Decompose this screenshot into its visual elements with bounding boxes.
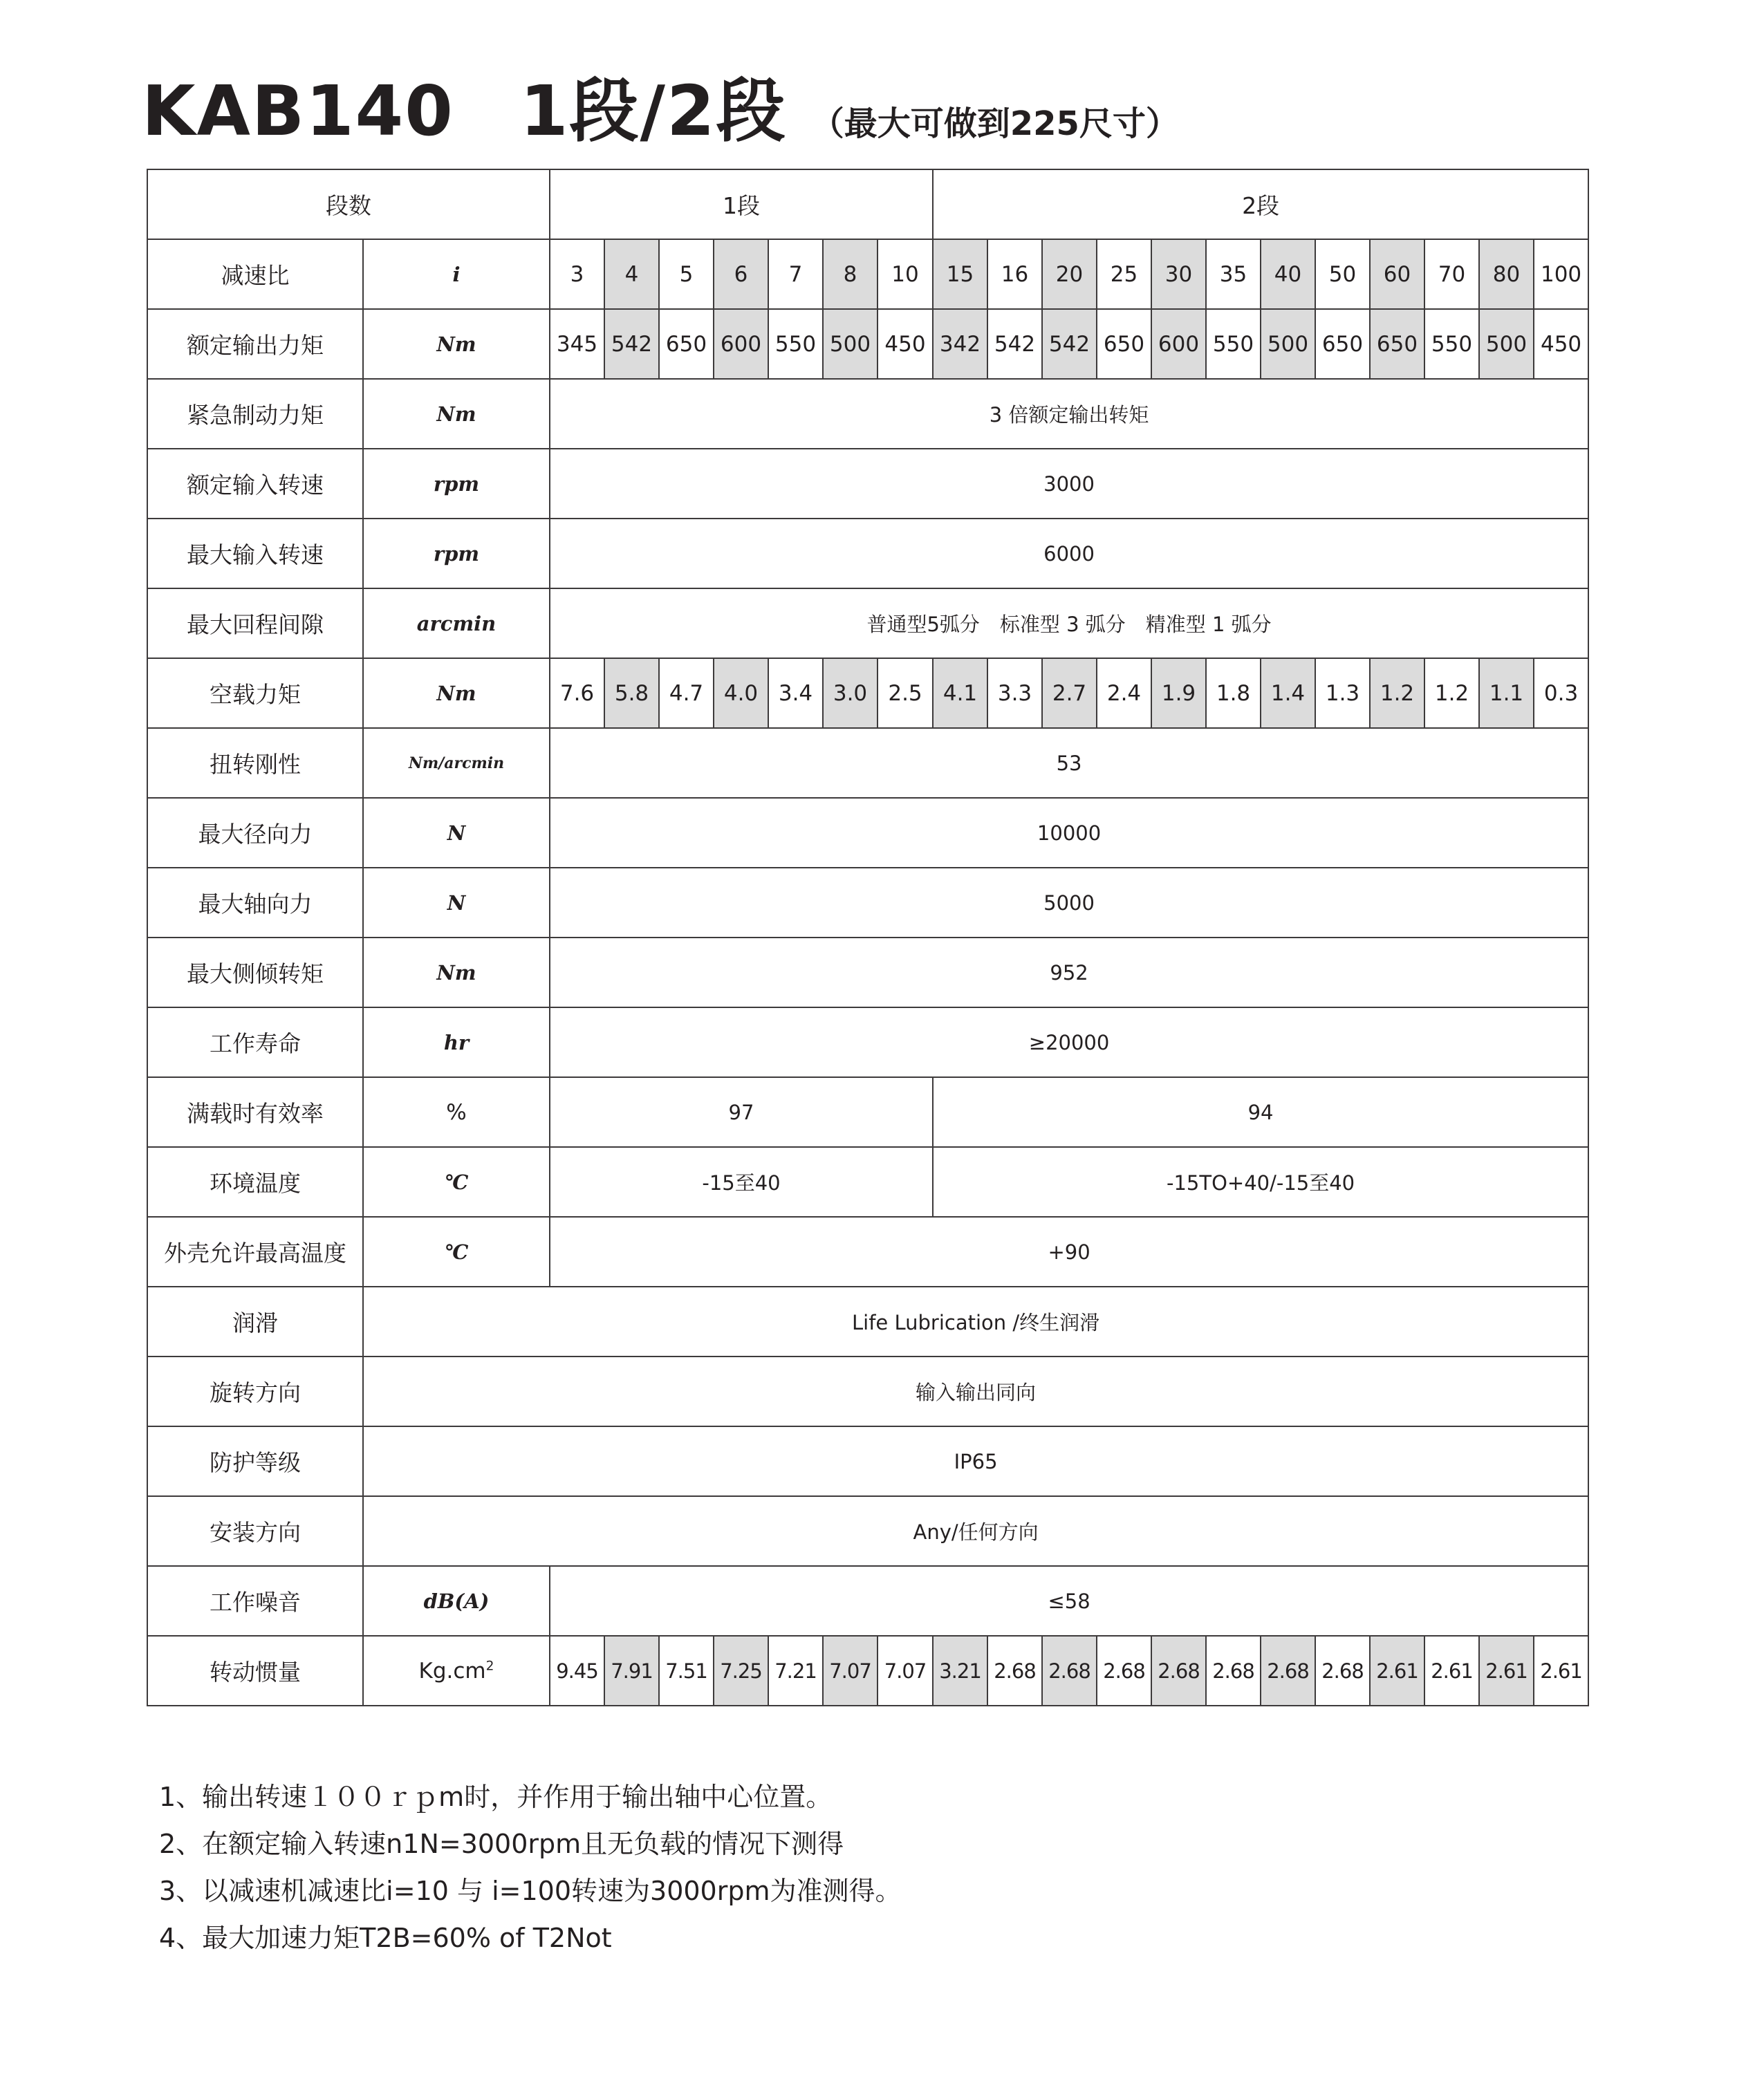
value-cell: 3	[550, 239, 604, 309]
row-unit: Nm	[363, 379, 550, 449]
value-cell: 7.91	[604, 1636, 659, 1706]
stage1-value: -15至40	[550, 1147, 933, 1217]
value-cell: 1.2	[1370, 658, 1424, 728]
row-unit: N	[363, 798, 550, 868]
stage1-header: 1段	[550, 169, 933, 239]
value-cell: 2.68	[1315, 1636, 1370, 1706]
row-value: 6000	[550, 519, 1588, 588]
value-cell: 5.8	[604, 658, 659, 728]
row-label: 扭转刚性	[147, 728, 363, 798]
table-row	[147, 1496, 1588, 1566]
row-label: 最大侧倾转矩	[147, 938, 363, 1007]
value-cell: 2.68	[1042, 1636, 1097, 1706]
row-value: 952	[550, 938, 1588, 1007]
value-cell: 1.8	[1206, 658, 1261, 728]
row-label: 最大径向力	[147, 798, 363, 868]
row-value: 5000	[550, 868, 1588, 938]
footnote-1: 1、输出转速１００ｒｐm时，并作用于输出轴中心位置。	[159, 1782, 833, 1812]
table-row	[147, 938, 1588, 1007]
row-label: 最大轴向力	[147, 868, 363, 938]
row-value: +90	[550, 1217, 1588, 1287]
value-cell: 550	[1206, 309, 1261, 379]
row-label: 满载时有效率	[147, 1077, 363, 1147]
value-cell: 40	[1261, 239, 1315, 309]
value-cell: 2.68	[1097, 1636, 1151, 1706]
row-label: 减速比	[147, 239, 363, 309]
value-cell: 2.68	[987, 1636, 1042, 1706]
row-label: 环境温度	[147, 1147, 363, 1217]
row-label: 工作寿命	[147, 1007, 363, 1077]
value-cell: 2.4	[1097, 658, 1151, 728]
spec-table	[147, 169, 1589, 1706]
value-cell: 342	[933, 309, 987, 379]
model-name: KAB140	[142, 71, 454, 151]
value-cell: 550	[1424, 309, 1479, 379]
table-row	[147, 309, 1588, 379]
unit-sup: 2	[485, 1659, 494, 1674]
row-unit: Nm	[363, 938, 550, 1007]
table-row	[147, 169, 1588, 239]
value-cell: 500	[1479, 309, 1534, 379]
row-value: ≥20000	[550, 1007, 1588, 1077]
stage-title: 1段/2段	[519, 71, 787, 151]
value-cell: 650	[1315, 309, 1370, 379]
value-cell: 4.0	[714, 658, 768, 728]
table-row	[147, 1077, 1588, 1147]
table-row	[147, 1147, 1588, 1217]
value-cell: 3.3	[987, 658, 1042, 728]
value-cell: 650	[1370, 309, 1424, 379]
value-cell: 2.68	[1206, 1636, 1261, 1706]
value-cell: 2.61	[1424, 1636, 1479, 1706]
value-cell: 25	[1097, 239, 1151, 309]
value-cell: 30	[1151, 239, 1206, 309]
row-value: 53	[550, 728, 1588, 798]
row-label: 空载力矩	[147, 658, 363, 728]
row-unit: i	[363, 239, 550, 309]
value-cell: 1.2	[1424, 658, 1479, 728]
row-value: Life Lubrication /终生润滑	[363, 1287, 1588, 1357]
table-row	[147, 239, 1588, 309]
row-unit: dB(A)	[363, 1566, 550, 1636]
row-value: 3 倍额定输出转矩	[550, 379, 1588, 449]
row-label: 润滑	[147, 1287, 363, 1357]
value-cell: 4	[604, 239, 659, 309]
value-cell: 2.5	[878, 658, 933, 728]
value-cell: 345	[550, 309, 604, 379]
value-cell: 650	[659, 309, 714, 379]
row-unit: rpm	[363, 449, 550, 519]
value-cell: 3.4	[768, 658, 823, 728]
row-value: ≤58	[550, 1566, 1588, 1636]
value-cell: 550	[768, 309, 823, 379]
row-unit	[363, 1636, 550, 1706]
table-row	[147, 519, 1588, 588]
value-cell: 60	[1370, 239, 1424, 309]
footnote-4: 4、最大加速力矩T2B=60% of T2Not	[159, 1923, 612, 1953]
row-label: 防护等级	[147, 1426, 363, 1496]
value-cell: 4.7	[659, 658, 714, 728]
stage2-value: 94	[933, 1077, 1588, 1147]
table-row	[147, 379, 1588, 449]
row-label: 旋转方向	[147, 1357, 363, 1426]
row-label: 安装方向	[147, 1496, 363, 1566]
table-row	[147, 1217, 1588, 1287]
value-cell: 600	[714, 309, 768, 379]
value-cell: 9.45	[550, 1636, 604, 1706]
value-cell: 542	[604, 309, 659, 379]
value-cell: 4.1	[933, 658, 987, 728]
row-unit: hr	[363, 1007, 550, 1077]
row-unit: Nm/arcmin	[363, 728, 550, 798]
value-cell: 50	[1315, 239, 1370, 309]
row-unit: Nm	[363, 309, 550, 379]
row-label: 最大输入转速	[147, 519, 363, 588]
value-cell: 10	[878, 239, 933, 309]
row-value: 输入输出同向	[363, 1357, 1588, 1426]
footnote-3: 3、以减速机减速比i=10 与 i=100转速为3000rpm为准测得。	[159, 1876, 902, 1906]
row-unit: ℃	[363, 1147, 550, 1217]
value-cell: 2.68	[1261, 1636, 1315, 1706]
value-cell: 600	[1151, 309, 1206, 379]
value-cell: 450	[1534, 309, 1588, 379]
value-cell: 2.61	[1370, 1636, 1424, 1706]
row-unit: Nm	[363, 658, 550, 728]
value-cell: 0.3	[1534, 658, 1588, 728]
value-cell: 7.07	[823, 1636, 878, 1706]
value-cell: 1.3	[1315, 658, 1370, 728]
stage2-value: -15TO+40/-15至40	[933, 1147, 1588, 1217]
row-value: IP65	[363, 1426, 1588, 1496]
stage1-value: 97	[550, 1077, 933, 1147]
value-cell: 16	[987, 239, 1042, 309]
row-label: 紧急制动力矩	[147, 379, 363, 449]
table-row	[147, 1287, 1588, 1357]
value-cell: 542	[1042, 309, 1097, 379]
row-value: 普通型5弧分 标准型 3 弧分 精准型 1 弧分	[550, 588, 1588, 658]
table-row	[147, 1566, 1588, 1636]
row-unit: arcmin	[363, 588, 550, 658]
value-cell: 20	[1042, 239, 1097, 309]
value-cell: 7	[768, 239, 823, 309]
value-cell: 2.7	[1042, 658, 1097, 728]
value-cell: 100	[1534, 239, 1588, 309]
unit-text: Kg.cm	[418, 1658, 486, 1684]
row-value: 10000	[550, 798, 1588, 868]
row-unit: ℃	[363, 1217, 550, 1287]
value-cell: 7.25	[714, 1636, 768, 1706]
value-cell: 7.6	[550, 658, 604, 728]
table-row	[147, 1357, 1588, 1426]
row-unit: rpm	[363, 519, 550, 588]
value-cell: 5	[659, 239, 714, 309]
value-cell: 1.4	[1261, 658, 1315, 728]
row-label: 最大回程间隙	[147, 588, 363, 658]
value-cell: 450	[878, 309, 933, 379]
value-cell: 542	[987, 309, 1042, 379]
footnote-2: 2、在额定输入转速n1N=3000rpm且无负载的情况下测得	[159, 1829, 844, 1859]
page-title	[142, 55, 1179, 151]
row-unit: N	[363, 868, 550, 938]
value-cell: 15	[933, 239, 987, 309]
value-cell: 1.9	[1151, 658, 1206, 728]
footnotes	[159, 1773, 901, 1961]
row-value: 3000	[550, 449, 1588, 519]
value-cell: 7.07	[878, 1636, 933, 1706]
row-label: 外壳允许最高温度	[147, 1217, 363, 1287]
value-cell: 35	[1206, 239, 1261, 309]
table-row	[147, 588, 1588, 658]
table-row	[147, 798, 1588, 868]
table-row	[147, 1426, 1588, 1496]
row-value: Any/任何方向	[363, 1496, 1588, 1566]
value-cell: 6	[714, 239, 768, 309]
row-label: 转动惯量	[147, 1636, 363, 1706]
value-cell: 650	[1097, 309, 1151, 379]
table-row	[147, 728, 1588, 798]
value-cell: 1.1	[1479, 658, 1534, 728]
table-row	[147, 1636, 1588, 1706]
size-note: （最大可做到225尺寸）	[810, 104, 1179, 143]
value-cell: 2.61	[1534, 1636, 1588, 1706]
table-row	[147, 868, 1588, 938]
value-cell: 7.51	[659, 1636, 714, 1706]
value-cell: 80	[1479, 239, 1534, 309]
row-label: 额定输入转速	[147, 449, 363, 519]
value-cell: 70	[1424, 239, 1479, 309]
value-cell: 2.68	[1151, 1636, 1206, 1706]
stage2-header: 2段	[933, 169, 1588, 239]
value-cell: 3.21	[933, 1636, 987, 1706]
value-cell: 8	[823, 239, 878, 309]
value-cell: 2.61	[1479, 1636, 1534, 1706]
table-row	[147, 1007, 1588, 1077]
value-cell: 500	[1261, 309, 1315, 379]
row-label: 工作噪音	[147, 1566, 363, 1636]
value-cell: 3.0	[823, 658, 878, 728]
row-label: 额定输出力矩	[147, 309, 363, 379]
table-row	[147, 658, 1588, 728]
value-cell: 7.21	[768, 1636, 823, 1706]
stage-header-label: 段数	[147, 169, 550, 239]
value-cell: 500	[823, 309, 878, 379]
row-unit: %	[363, 1077, 550, 1147]
table-row	[147, 449, 1588, 519]
